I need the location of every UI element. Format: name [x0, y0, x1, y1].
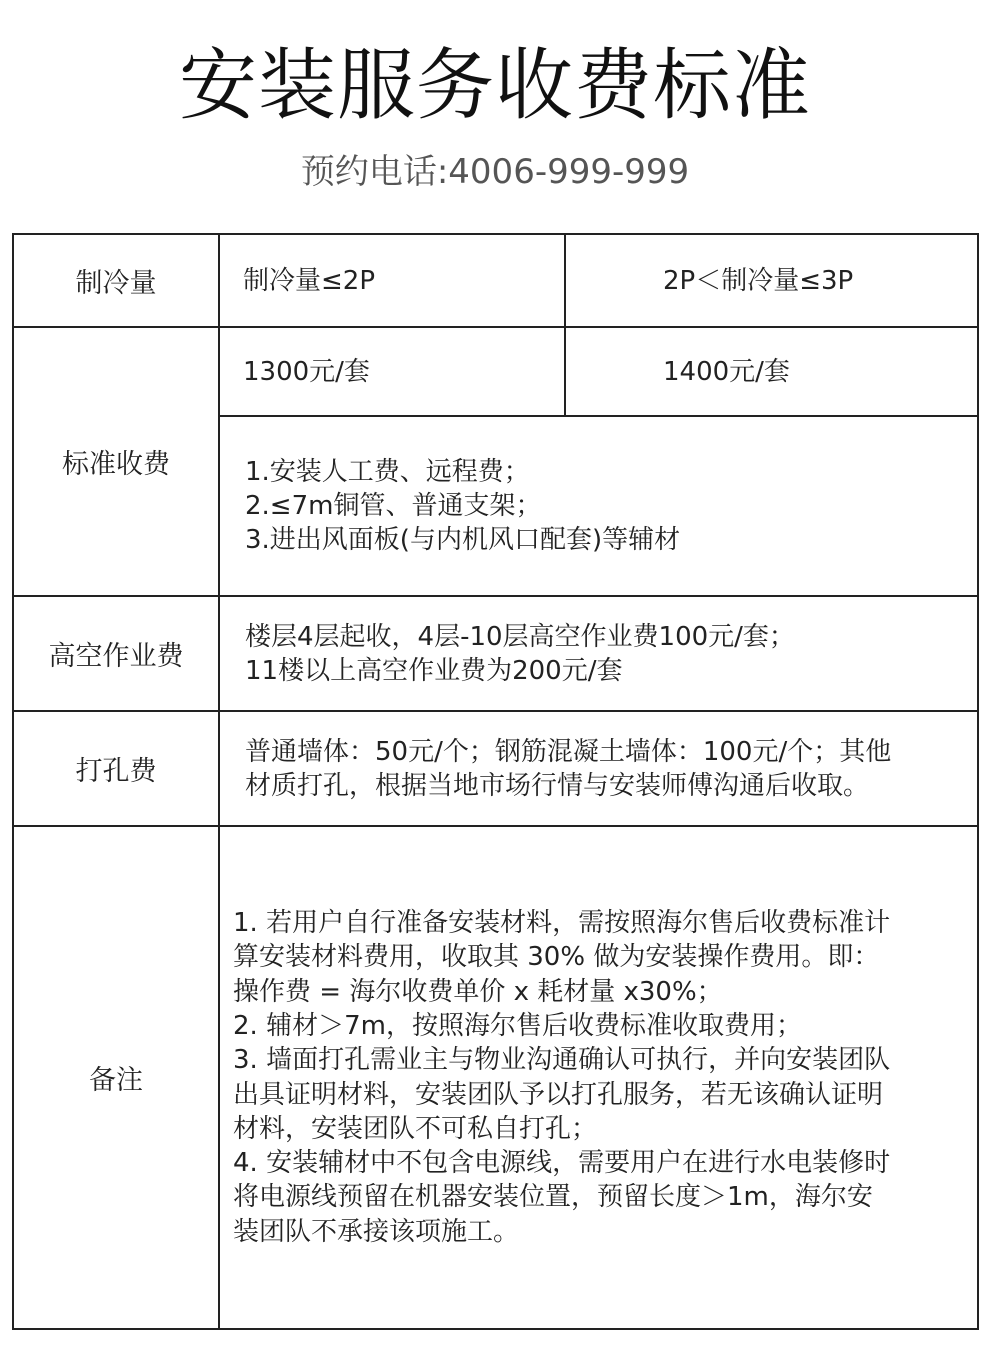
- standard-fee-label: [14, 328, 218, 595]
- notes-line: 将电源线预留在机器安装位置，预留长度＞1m，海尔安: [233, 1182, 873, 1213]
- standard-fee-price-2-text: 1400元/套: [663, 356, 790, 387]
- notes-line: 装团队不承接该项施工。: [233, 1216, 520, 1247]
- drilling-fee-label-text: 打孔费: [75, 756, 157, 787]
- notes-line: 出具证明材料，安装团队予以打孔服务，若无该确认证明: [233, 1079, 884, 1110]
- cooling-label: [14, 235, 218, 326]
- standard-fee-include-item: 2.≤7m铜管、普通支架；: [245, 491, 542, 521]
- table-divider-label-column: [218, 233, 220, 1330]
- standard-fee-price-2: [663, 328, 973, 415]
- notes-label-text: 备注: [89, 1065, 143, 1096]
- height-fee-details: [245, 597, 975, 710]
- notes-line: 2. 辅材＞7m，按照海尔售后收费标准收取费用；: [233, 1010, 802, 1041]
- notes-label: [14, 827, 218, 1328]
- drilling-fee-label: [14, 712, 218, 825]
- table-divider-price-column: [564, 233, 566, 417]
- standard-fee-includes: [245, 417, 975, 595]
- height-fee-line: 11楼以上高空作业费为200元/套: [245, 655, 623, 686]
- height-fee-label: [14, 597, 218, 710]
- standard-fee-price-1: [243, 328, 563, 415]
- notes-line: 操作费 = 海尔收费单价 x 耗材量 x30%；: [233, 976, 723, 1007]
- table-border-bottom: [12, 1328, 979, 1330]
- drilling-fee-line: 材质打孔，根据当地市场行情与安装师傅沟通后收取。: [245, 770, 870, 801]
- page-title: 安装服务收费标准: [178, 41, 811, 131]
- standard-fee-price-1-text: 1300元/套: [243, 356, 370, 387]
- cooling-range-2: [663, 235, 973, 326]
- height-fee-line: 楼层4层起收，4层-10层高空作业费100元/套；: [245, 621, 795, 652]
- notes-line: 3. 墙面打孔需业主与物业沟通确认可执行，并向安装团队: [233, 1045, 891, 1076]
- drilling-fee-line: 普通墙体：50元/个；钢筋混凝土墙体：100元/个；其他: [245, 736, 892, 767]
- cooling-label-text: 制冷量: [75, 268, 157, 299]
- standard-fee-include-item: 3.进出风面板(与内机风口配套)等辅材: [245, 525, 681, 555]
- standard-fee-include-item: 1.安装人工费、远程费；: [245, 457, 530, 487]
- height-fee-label-text: 高空作业费: [48, 641, 184, 672]
- cooling-range-1: [243, 235, 563, 326]
- cooling-range-1-text: 制冷量≤2P: [243, 265, 376, 296]
- drilling-fee-details: [245, 712, 975, 825]
- notes-line: 1. 若用户自行准备安装材料，需按照海尔售后收费标准计: [233, 908, 891, 939]
- cooling-range-2-text: 2P＜制冷量≤3P: [663, 265, 854, 296]
- notes-line: 算安装材料费用，收取其 30% 做为安装操作费用。即：: [233, 942, 880, 973]
- notes-line: 材料，安装团队不可私自打孔；: [233, 1113, 598, 1144]
- booking-phone: 预约电话:4006-999-999: [300, 152, 690, 192]
- notes-line: 4. 安装辅材中不包含电源线，需要用户在进行水电装修时: [233, 1148, 891, 1179]
- table-border-right: [977, 233, 979, 1330]
- standard-fee-label-text: 标准收费: [62, 449, 170, 480]
- notes-details: [233, 827, 975, 1328]
